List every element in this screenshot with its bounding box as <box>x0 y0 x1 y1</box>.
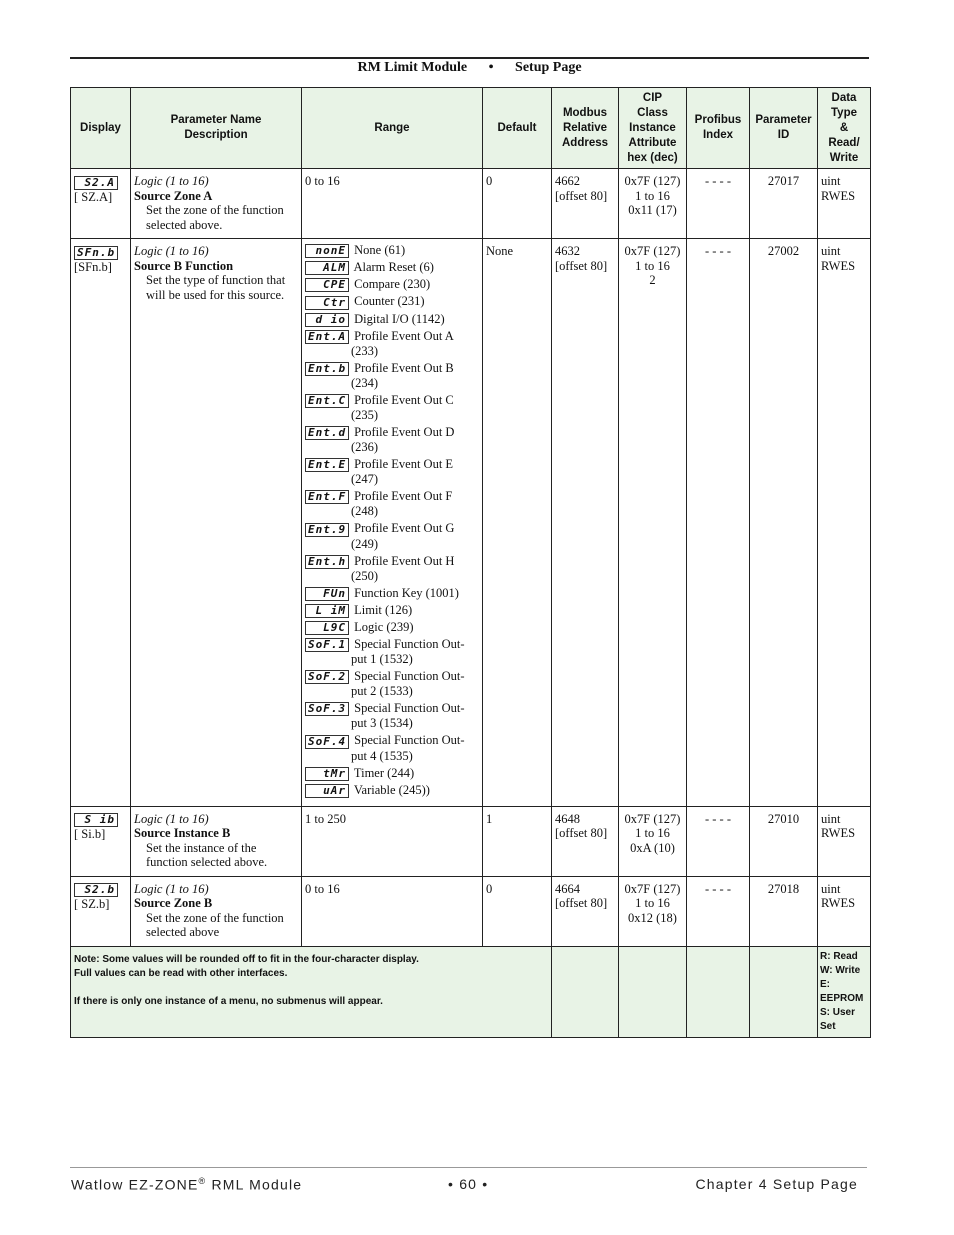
col-range: Range <box>302 88 483 169</box>
range-option <box>305 603 479 618</box>
header-separator: • <box>488 60 494 75</box>
lcd-option-icon: uAr <box>305 784 349 798</box>
range-option <box>305 457 479 487</box>
table-header-row <box>71 88 871 169</box>
menu-group: Logic (1 to 16) <box>134 881 209 896</box>
lcd-option-icon: Ent.F <box>305 490 349 504</box>
parameter-description: Set the type of function that will be used for this source. <box>146 273 286 302</box>
footer-chapter: Chapter 4 Setup Page <box>695 1176 858 1192</box>
range-option <box>305 783 479 798</box>
option-label: Special Function Out-put 4 (1535) <box>351 733 465 763</box>
footer-rule <box>70 1167 867 1168</box>
note-cell <box>71 946 552 1037</box>
option-label: Profile Event Out B (234) <box>351 360 454 390</box>
option-label: Special Function Out-put 2 (1533) <box>351 669 465 699</box>
option-label: Timer (244) <box>353 765 415 780</box>
cip-cell: 0x7F (127) 1 to 16 0xA (10) <box>619 806 687 876</box>
range-cell: 0 to 16 <box>302 169 483 239</box>
lcd-option-icon: L9C <box>305 621 349 635</box>
table-row <box>71 239 871 807</box>
default-cell: 1 <box>483 806 552 876</box>
range-option <box>305 312 479 327</box>
col-parameter-id: Parameter ID <box>750 88 818 169</box>
param-code: [ Si.b] <box>74 827 106 842</box>
option-label: Profile Event Out G (249) <box>351 521 455 551</box>
lcd-display-icon: S2.b <box>74 883 118 897</box>
footer-product: Watlow EZ-ZONE® RML Module <box>71 1176 303 1193</box>
header-rule <box>70 57 869 59</box>
parameter-name: Source Instance B <box>134 826 231 841</box>
lcd-option-icon: nonE <box>305 244 349 258</box>
note-empty-cell <box>750 946 818 1037</box>
lcd-option-icon: SoF.2 <box>305 670 349 684</box>
lcd-option-icon: FUn <box>305 587 349 601</box>
range-option <box>305 361 479 391</box>
menu-group: Logic (1 to 16) <box>134 811 209 826</box>
table-row <box>71 876 871 946</box>
parameter-id-cell: 27010 <box>750 806 818 876</box>
description-cell <box>131 806 302 876</box>
table-row <box>71 169 871 239</box>
note-empty-cell <box>619 946 687 1037</box>
modbus-cell: 4664 [offset 80] <box>552 876 619 946</box>
page-title: Setup Page <box>515 60 582 75</box>
range-option <box>305 243 479 258</box>
data-type-cell: uint RWES <box>818 806 871 876</box>
range-option <box>305 277 479 292</box>
option-label: Special Function Out-put 1 (1532) <box>351 637 465 667</box>
parameter-table <box>70 87 871 1038</box>
parameter-name: Source Zone A <box>134 188 213 203</box>
data-type-cell: uint RWES <box>818 169 871 239</box>
option-label: None (61) <box>354 243 406 257</box>
lcd-display-icon: S2.A <box>74 176 118 190</box>
note-line-3: If there is only one instance of a menu, no submenus will appear. <box>74 995 383 1007</box>
lcd-option-icon: ALM <box>305 261 349 275</box>
display-cell <box>71 806 131 876</box>
col-modbus: Modbus Relative Address <box>552 88 619 169</box>
parameter-description: Set the instance of the function selected above. <box>146 840 268 870</box>
range-option <box>305 489 479 519</box>
lcd-option-icon: Ent.9 <box>305 523 349 537</box>
range-option <box>305 669 479 699</box>
description-cell <box>131 876 302 946</box>
option-label: Profile Event Out F (248) <box>351 489 453 519</box>
option-label: Compare (230) <box>354 277 431 292</box>
default-cell: None <box>483 239 552 807</box>
range-option <box>305 425 479 455</box>
range-option <box>305 766 479 781</box>
display-cell <box>71 876 131 946</box>
range-option <box>305 521 479 551</box>
lcd-option-icon: SoF.1 <box>305 638 349 652</box>
legend-user-set: S: User Set <box>820 1006 856 1032</box>
option-label: Counter (231) <box>354 294 425 309</box>
modbus-cell: 4648 [offset 80] <box>552 806 619 876</box>
range-cell: 0 to 16 <box>302 876 483 946</box>
parameter-id-cell: 27002 <box>750 239 818 807</box>
lcd-option-icon: L iM <box>305 604 349 618</box>
param-code: [SFn.b] <box>74 259 112 274</box>
range-cell <box>302 239 483 807</box>
range-option <box>305 294 479 309</box>
lcd-option-icon: CPE <box>305 278 349 292</box>
col-cip: CIP Class Instance Attribute hex (dec) <box>619 88 687 169</box>
option-label: Special Function Out-put 3 (1534) <box>351 701 465 731</box>
module-title: RM Limit Module <box>357 60 468 75</box>
note-line-2: Full values can be read with other interfaces. <box>74 967 288 979</box>
table-row <box>71 806 871 876</box>
parameter-name: Source B Function <box>134 258 234 273</box>
lcd-display-icon: S ib <box>74 813 118 827</box>
col-display: Display <box>71 88 131 169</box>
col-data-type: Data Type & Read/ Write <box>818 88 871 169</box>
parameter-id-cell: 27017 <box>750 169 818 239</box>
option-label: Variable (245)) <box>353 782 430 797</box>
col-parameter-name: Parameter Name Description <box>131 88 302 169</box>
note-empty-cell <box>552 946 619 1037</box>
lcd-option-icon: d io <box>305 313 349 327</box>
parameter-id-cell: 27018 <box>750 876 818 946</box>
profibus-cell: - - - - <box>687 876 750 946</box>
range-option <box>305 701 479 731</box>
option-label: Limit (126) <box>354 602 413 617</box>
legend-write: W: Write <box>820 964 861 976</box>
description-cell <box>131 239 302 807</box>
option-label: Profile Event Out A (233) <box>351 328 454 358</box>
display-cell <box>71 239 131 807</box>
option-label: Profile Event Out E (247) <box>351 457 454 487</box>
range-option <box>305 637 479 667</box>
range-cell: 1 to 250 <box>302 806 483 876</box>
option-label: Function Key (1001) <box>354 585 459 600</box>
parameter-name: Source Zone B <box>134 896 213 911</box>
range-options-list <box>305 243 479 798</box>
option-label: Profile Event Out D (236) <box>351 425 455 455</box>
lcd-option-icon: Ent.h <box>305 555 349 569</box>
display-cell <box>71 169 131 239</box>
lcd-option-icon: SoF.3 <box>305 702 349 716</box>
col-profibus: Profibus Index <box>687 88 750 169</box>
default-cell: 0 <box>483 169 552 239</box>
range-option <box>305 260 479 275</box>
lcd-option-icon: Ent.d <box>305 426 349 440</box>
lcd-option-icon: Ent.A <box>305 330 349 344</box>
col-default: Default <box>483 88 552 169</box>
option-label: Logic (239) <box>354 619 414 634</box>
menu-group: Logic (1 to 16) <box>134 174 209 188</box>
param-code: [ SZ.A] <box>74 189 113 204</box>
lcd-option-icon: Ent.E <box>305 458 349 472</box>
lcd-option-icon: tMr <box>305 767 349 781</box>
lcd-option-icon: SoF.4 <box>305 735 349 749</box>
note-row <box>71 946 871 1037</box>
rw-legend <box>818 946 871 1037</box>
menu-group: Logic (1 to 16) <box>134 244 209 258</box>
data-type-cell: uint RWES <box>818 876 871 946</box>
range-option <box>305 329 479 359</box>
range-option <box>305 733 479 763</box>
lcd-option-icon: Ent.C <box>305 394 349 408</box>
modbus-cell: 4662 [offset 80] <box>552 169 619 239</box>
note-empty-cell <box>687 946 750 1037</box>
profibus-cell: - - - - <box>687 169 750 239</box>
cip-cell: 0x7F (127) 1 to 16 0x11 (17) <box>619 169 687 239</box>
parameter-description: Set the zone of the function selected above. <box>146 203 284 232</box>
range-option <box>305 393 479 423</box>
profibus-cell: - - - - <box>687 806 750 876</box>
lcd-option-icon: Ent.b <box>305 362 349 376</box>
description-cell <box>131 169 302 239</box>
modbus-cell: 4632 [offset 80] <box>552 239 619 807</box>
cip-cell: 0x7F (127) 1 to 16 2 <box>619 239 687 807</box>
lcd-display-icon: SFn.b <box>74 246 118 260</box>
cip-cell: 0x7F (127) 1 to 16 0x12 (18) <box>619 876 687 946</box>
range-option <box>305 586 479 601</box>
legend-eeprom: E: EEPROM <box>820 978 864 1004</box>
option-label: Digital I/O (1142) <box>354 311 445 326</box>
option-label: Profile Event Out H (250) <box>351 553 455 583</box>
page-number: • 60 • <box>448 1176 489 1192</box>
note-line-1: Note: Some values will be rounded off to fit in the four-character display. <box>74 953 419 965</box>
default-cell: 0 <box>483 876 552 946</box>
lcd-option-icon: Ctr <box>305 296 349 310</box>
profibus-cell: - - - - <box>687 239 750 807</box>
data-type-cell: uint RWES <box>818 239 871 807</box>
range-option <box>305 554 479 584</box>
option-label: Profile Event Out C (235) <box>351 392 454 422</box>
running-header <box>70 60 869 76</box>
option-label: Alarm Reset (6) <box>353 260 434 275</box>
param-code: [ SZ.b] <box>74 897 110 912</box>
parameter-description: Set the zone of the function selected above <box>146 910 284 940</box>
range-option <box>305 620 479 635</box>
legend-read: R: Read <box>820 950 858 962</box>
